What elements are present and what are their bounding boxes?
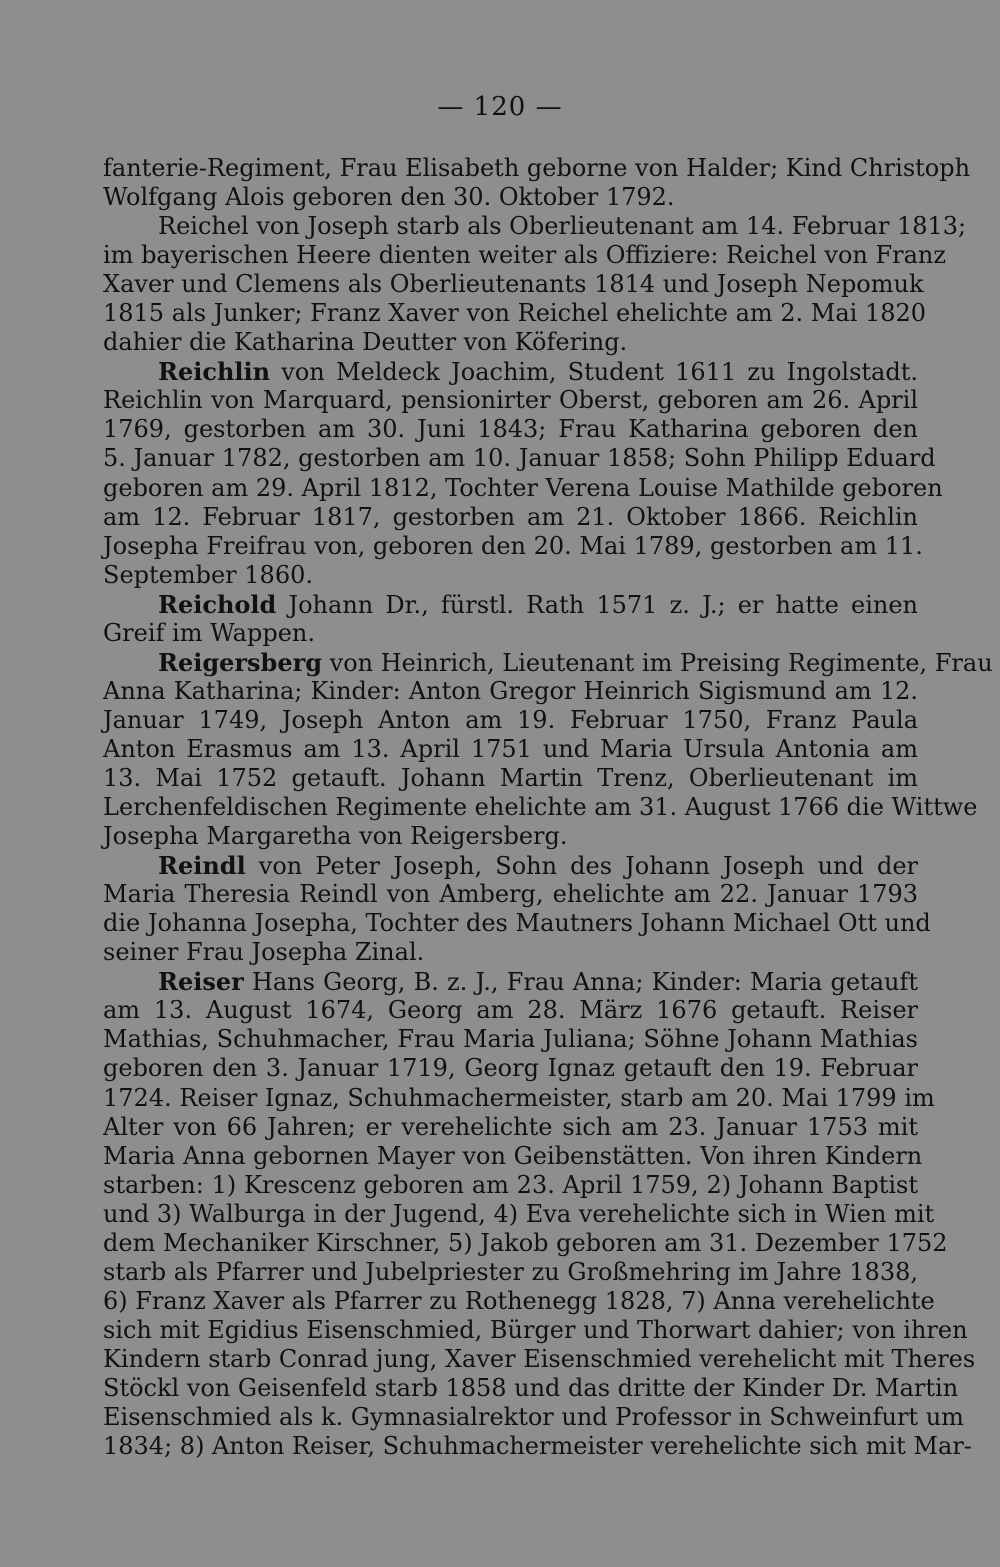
- text-line: [103, 473, 943, 503]
- text-line: [103, 880, 918, 909]
- line-text: Josepha Margaretha von Reigersberg.: [103, 822, 568, 851]
- text-line: [103, 590, 918, 619]
- text-line: [103, 822, 918, 851]
- text-line: [103, 1199, 935, 1229]
- entry-heading: Reichold: [158, 589, 277, 619]
- text-line: [103, 561, 918, 590]
- line-text: Xaver und Clemens als Oberlieutenants 1814 und Joseph Nepomuk: [103, 270, 924, 299]
- line-text: Anna Katharina; Kinder: Anton Gregor Heinrich Sigismund am 12.: [103, 676, 918, 705]
- text-line: [103, 1228, 948, 1258]
- line-text: 1834; 8) Anton Reiser, Schuhmachermeister verehelichte sich mit Mar-: [103, 1432, 972, 1461]
- text-line: [103, 1286, 935, 1316]
- text-line: [103, 212, 967, 241]
- text-line: [103, 299, 927, 328]
- line-text: Josepha Freifrau von, geboren den 20. Mai 1789, gestorben am 11.: [103, 531, 923, 560]
- line-text: 5. Januar 1782, gestorben am 10. Januar 1858; Sohn Philipp Eduard: [103, 444, 936, 473]
- text-line: [103, 1113, 918, 1142]
- text-line: [103, 1054, 918, 1083]
- text-line: [103, 677, 918, 706]
- text-line: [103, 444, 936, 473]
- line-text: starben: 1) Krescenz geboren am 23. April 1759, 2) Johann Baptist: [103, 1170, 918, 1199]
- line-text: von Peter Joseph, Sohn des Johann Joseph und der: [245, 852, 918, 881]
- line-text: im bayerischen Heere dienten weiter als Offiziere: Reichel von Franz: [103, 241, 947, 270]
- text-line: [103, 1344, 976, 1374]
- line-text: Greif im Wappen.: [103, 618, 316, 647]
- line-text: am 13. August 1674, Georg am 28. März 1676 getauft. Reiser: [103, 996, 918, 1025]
- text-line: [103, 415, 918, 444]
- line-text: Reichlin von Marquard, pensionirter Oberst, geboren am 26. April: [103, 386, 918, 415]
- text-line: [103, 1258, 918, 1287]
- text-line: [103, 328, 918, 357]
- text-line: [103, 851, 918, 880]
- entry-heading: Reindl: [158, 851, 246, 881]
- text-line: [103, 996, 918, 1025]
- text-line: [103, 1432, 972, 1461]
- line-text: Wolfgang Alois geboren den 30. Oktober 1792.: [103, 183, 675, 212]
- page-number: — 120 —: [437, 92, 563, 122]
- text-line: [103, 386, 918, 415]
- line-text: sich mit Egidius Eisenschmied, Bürger und Thorwart dahier; von ihren: [103, 1315, 968, 1344]
- line-text: Hans Georg, B. z. J., Frau Anna; Kinder: Maria getauft: [243, 968, 918, 997]
- line-text: Eisenschmied als k. Gymnasialrektor und Professor in Schweinfurt um: [103, 1403, 964, 1432]
- text-line: [103, 154, 971, 183]
- text-line: [103, 1141, 923, 1171]
- text-line: [103, 183, 918, 212]
- text-line: [103, 909, 931, 938]
- body-text: [103, 154, 993, 1461]
- line-text: fanterie-Regiment, Frau Elisabeth geborne von Halder; Kind Christoph: [103, 154, 971, 182]
- line-text: 13. Mai 1752 getauft. Johann Martin Trenz, Oberlieutenant im: [103, 763, 918, 792]
- line-text: am 12. Februar 1817, gestorben am 21. Oktober 1866. Reichlin: [103, 502, 918, 531]
- text-line: [103, 764, 918, 793]
- entry-heading: Reichlin: [158, 357, 271, 387]
- text-line: [103, 938, 918, 967]
- line-text: Reichel von Joseph starb als Oberlieutenant am 14. Februar 1813;: [158, 212, 967, 241]
- line-text: und 3) Walburga in der Jugend, 4) Eva verehelichte sich in Wien mit: [103, 1199, 935, 1228]
- line-text: Mathias, Schuhmacher, Frau Maria Juliana; Söhne Johann Mathias: [103, 1025, 918, 1054]
- line-text: 1769, gestorben am 30. Juni 1843; Frau Katharina geboren den: [103, 415, 918, 444]
- text-line: [103, 1315, 968, 1345]
- text-line: [103, 241, 947, 270]
- line-text: Alter von 66 Jahren; er verehelichte sich am 23. Januar 1753 mit: [103, 1112, 918, 1141]
- line-text: Maria Theresia Reindl von Amberg, ehelichte am 22. Januar 1793: [103, 880, 918, 909]
- line-text: Anton Erasmus am 13. April 1751 und Maria Ursula Antonia am: [103, 734, 918, 763]
- text-line: [103, 503, 918, 532]
- line-text: starb als Pfarrer und Jubelpriester zu Großmehring im Jahre 1838,: [103, 1257, 918, 1286]
- text-line: [103, 270, 924, 299]
- line-text: Lerchenfeldischen Regimente ehelichte am 31. August 1766 die Wittwe: [103, 793, 978, 822]
- line-text: 1724. Reiser Ignaz, Schuhmachermeister, starb am 20. Mai 1799 im: [103, 1083, 935, 1112]
- line-text: geboren am 29. April 1812, Tochter Verena Louise Mathilde geboren: [103, 473, 943, 502]
- text-line: [103, 1083, 935, 1113]
- line-text: von Meldeck Joachim, Student 1611 zu Ingolstadt.: [270, 358, 918, 387]
- line-text: Johann Dr., fürstl. Rath 1571 z. J.; er hatte einen: [276, 590, 918, 619]
- line-text: die Johanna Josepha, Tochter des Mautners Johann Michael Ott und: [103, 909, 931, 938]
- line-text: von Heinrich, Lieutenant im Preising Regimente, Frau: [322, 648, 993, 677]
- line-text: Maria Anna gebornen Mayer von Geibenstätten. Von ihren Kindern: [103, 1141, 923, 1170]
- line-text: dahier die Katharina Deutter von Köfering.: [103, 328, 628, 357]
- text-line: [103, 1373, 959, 1403]
- text-line: [103, 531, 923, 561]
- text-line: [103, 647, 993, 677]
- line-text: Stöckl von Geisenfeld starb 1858 und das dritte der Kinder Dr. Martin: [103, 1373, 959, 1402]
- text-line: [103, 735, 918, 764]
- text-line: [103, 1171, 918, 1200]
- text-line: [103, 706, 918, 735]
- line-text: geboren den 3. Januar 1719, Georg Ignaz getauft den 19. Februar: [103, 1054, 918, 1083]
- text-line: [103, 967, 918, 996]
- line-text: dem Mechaniker Kirschner, 5) Jakob geboren am 31. Dezember 1752: [103, 1228, 948, 1257]
- line-text: 1815 als Junker; Franz Xaver von Reichel ehelichte am 2. Mai 1820: [103, 299, 927, 328]
- text-line: [103, 619, 918, 648]
- entry-heading: Reigersberg: [158, 647, 323, 677]
- line-text: seiner Frau Josepha Zinal.: [103, 938, 425, 967]
- text-line: [103, 793, 978, 822]
- line-text: September 1860.: [103, 560, 313, 589]
- text-line: [103, 357, 918, 386]
- entry-heading: Reiser: [158, 967, 244, 997]
- text-line: [103, 1403, 964, 1432]
- line-text: Kindern starb Conrad jung, Xaver Eisenschmied verehelicht mit Theres: [103, 1344, 976, 1373]
- line-text: 6) Franz Xaver als Pfarrer zu Rothenegg 1828, 7) Anna verehelichte: [103, 1286, 935, 1315]
- line-text: Januar 1749, Joseph Anton am 19. Februar 1750, Franz Paula: [103, 705, 918, 734]
- text-line: [103, 1025, 918, 1054]
